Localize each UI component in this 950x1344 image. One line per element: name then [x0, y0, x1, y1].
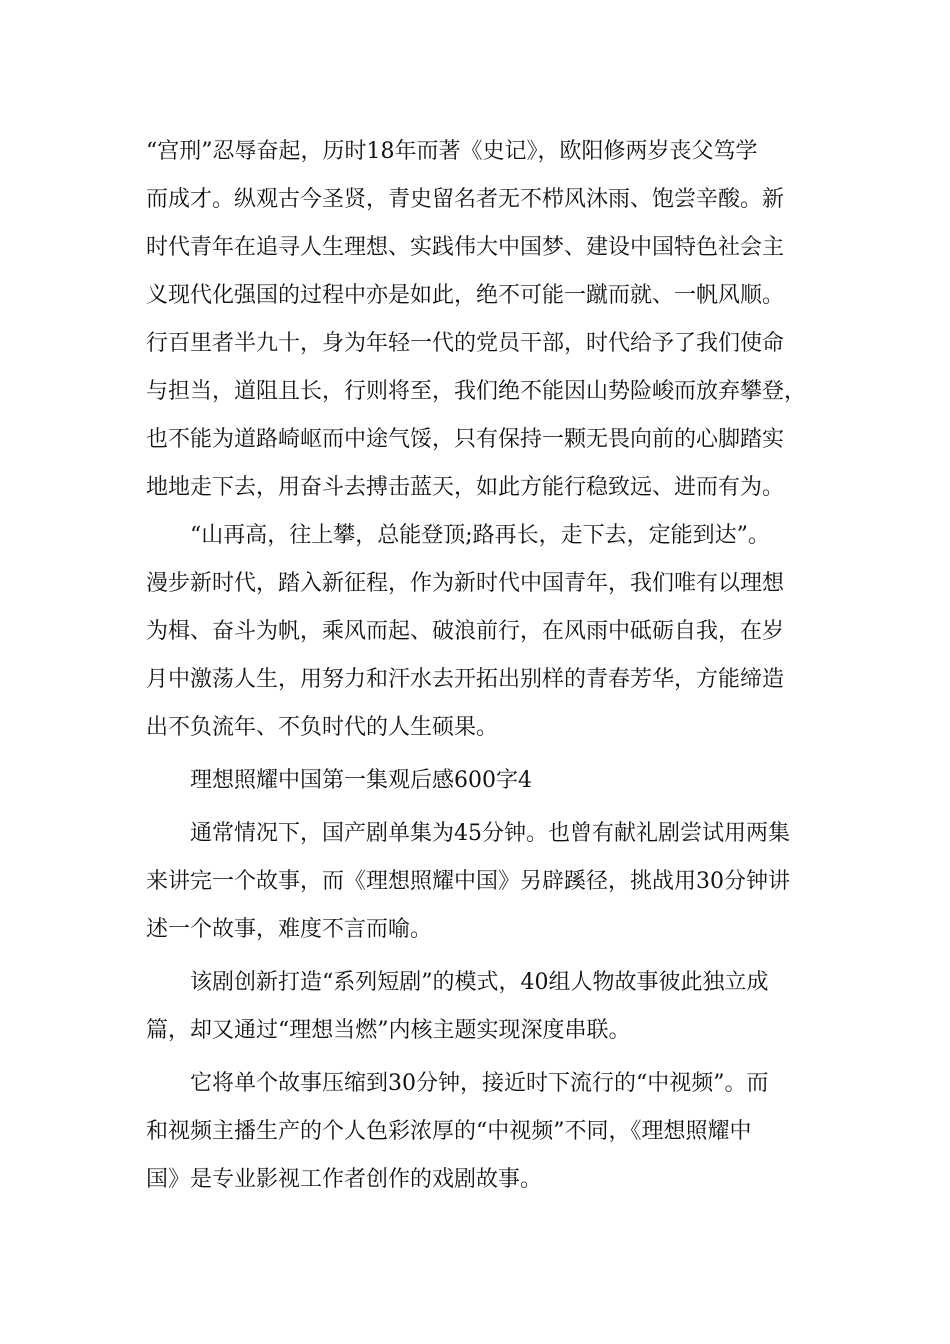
- paragraph-4: [146, 959, 826, 1055]
- text-line: 出不负流年、不负时代的人生硕果。: [146, 715, 499, 740]
- paragraph-2: [146, 512, 826, 752]
- text-line: 与担当，道阻且长，行则将至，我们绝不能因山势险峻而放弃攀登，: [146, 379, 807, 404]
- text-line: “山再高，往上攀，总能登顶;路再长，走下去，定能到达”。: [190, 523, 770, 548]
- document-body: [146, 128, 826, 1204]
- paragraph-5: [146, 1060, 826, 1204]
- paragraph-1: [146, 128, 826, 512]
- text-line: 时代青年在追寻人生理想、实践伟大中国梦、建设中国特色社会主: [146, 235, 785, 260]
- paragraph-3: [146, 810, 826, 954]
- text-line: 行百里者半九十，身为年轻一代的党员干部，时代给予了我们使命: [146, 331, 785, 356]
- text-line: 该剧创新打造“系列短剧”的模式，40组人物故事彼此独立成: [190, 970, 769, 995]
- text-line: 为楫、奋斗为帆，乘风而起、破浪前行，在风雨中砥砺自我，在岁: [146, 619, 785, 644]
- text-line: 地地走下去，用奋斗去搏击蓝天，如此方能行稳致远、进而有为。: [146, 475, 785, 500]
- text-line: 义现代化强国的过程中亦是如此，绝不可能一蹴而就、一帆风顺。: [146, 283, 785, 308]
- text-line: 国》是专业影视工作者创作的戏剧故事。: [146, 1167, 543, 1192]
- text-line: 述一个故事，难度不言而喻。: [146, 917, 433, 942]
- text-line: 来讲完一个故事，而《理想照耀中国》另辟蹊径，挑战用30分钟讲: [146, 869, 790, 894]
- heading-line: 理想照耀中国第一集观后感600字4: [190, 768, 532, 793]
- text-line: 通常情况下，国产剧单集为45分钟。也曾有献礼剧尝试用两集: [190, 821, 790, 846]
- text-line: “宫刑”忍辱奋起，历时18年而著《史记》，欧阳修两岁丧父笃学: [146, 139, 758, 164]
- text-line: 篇，却又通过“理想当燃”内核主题实现深度串联。: [146, 1018, 631, 1043]
- text-line: 月中激荡人生，用努力和汗水去开拓出别样的青春芳华，方能缔造: [146, 667, 785, 692]
- text-line: 漫步新时代，踏入新征程，作为新时代中国青年，我们唯有以理想: [146, 571, 785, 596]
- section-heading: [146, 757, 826, 805]
- text-line: 它将单个故事压缩到30分钟，接近时下流行的“中视频”。而: [190, 1071, 769, 1096]
- text-line: 而成才。纵观古今圣贤，青史留名者无不栉风沐雨、饱尝辛酸。新: [146, 187, 785, 212]
- text-line: 和视频主播生产的个人色彩浓厚的“中视频”不同，《理想照耀中: [146, 1119, 752, 1144]
- text-line: 也不能为道路崎岖而中途气馁，只有保持一颗无畏向前的心脚踏实: [146, 427, 785, 452]
